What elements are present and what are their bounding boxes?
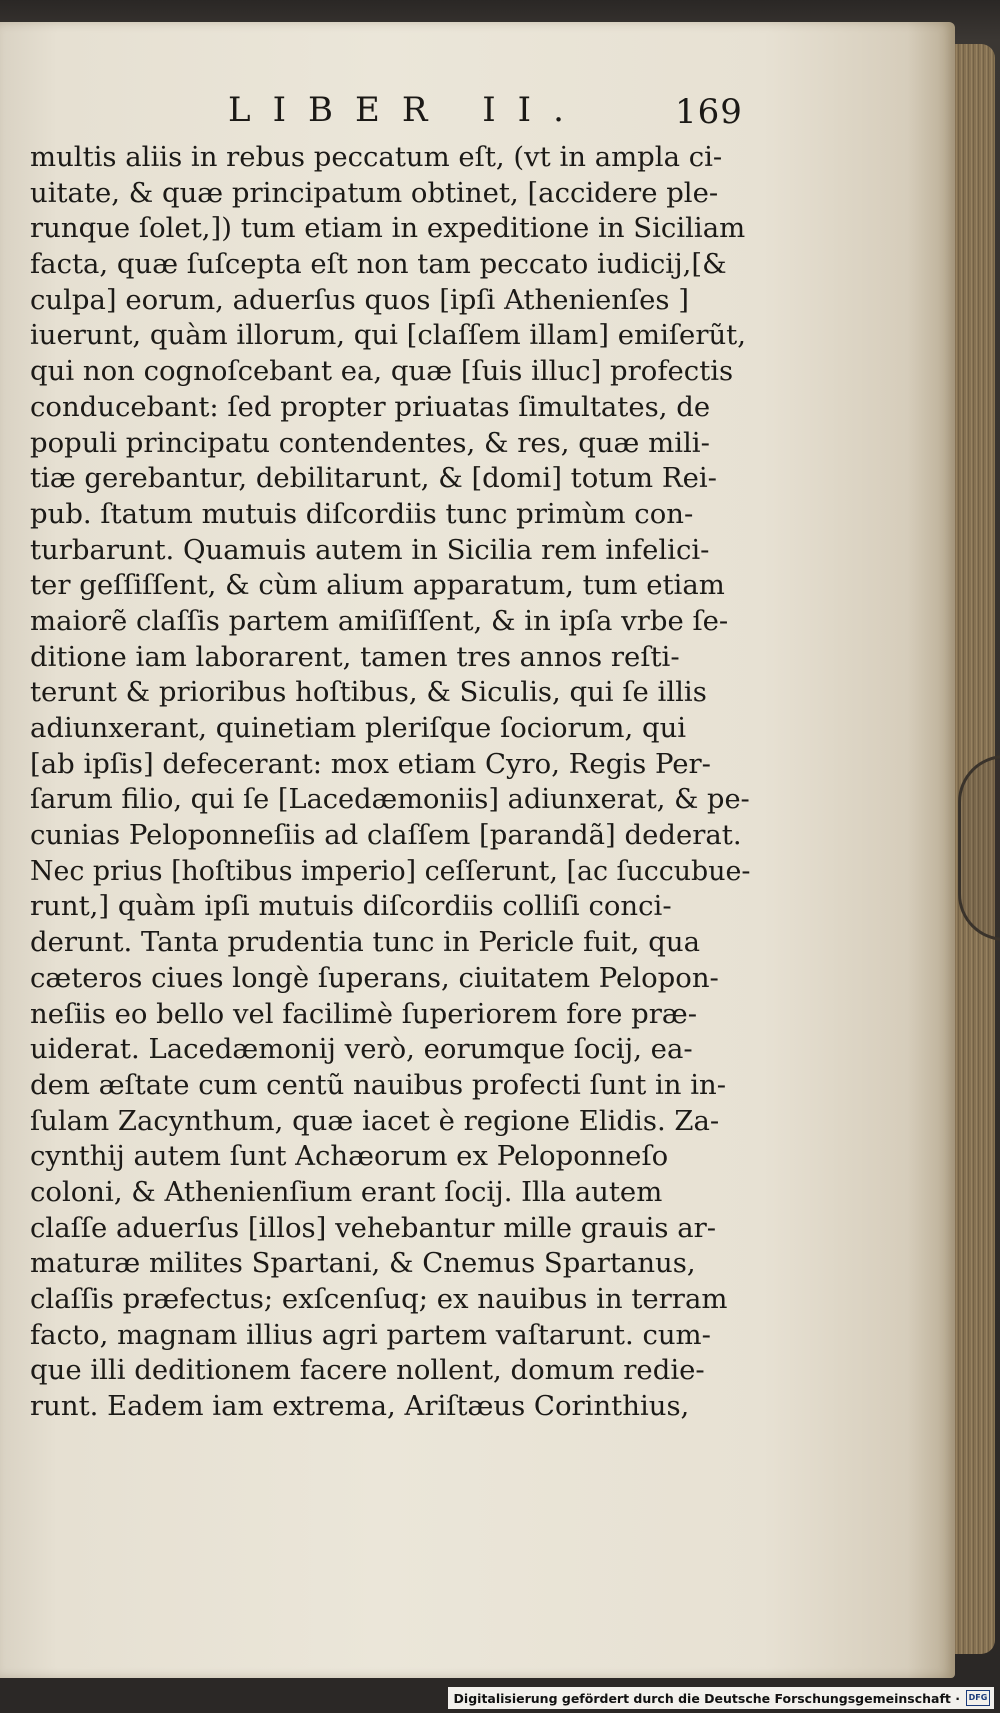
text-line: ſulam Zacynthum, quæ iacet è regione Elidis. Za- — [30, 1104, 720, 1137]
text-line: terunt & prioribus hoſtibus, & Siculis, qui ſe illis — [30, 676, 707, 709]
text-line: pub. ſtatum mutuis diſcordiis tunc primùm con- — [30, 497, 694, 530]
text-line: ter geſſiſſent, & cùm alium apparatum, tum etiam — [30, 569, 725, 602]
text-line: maturæ milites Spartani, & Cnemus Spartanus, — [30, 1247, 696, 1280]
dfg-logo: DFG — [966, 1690, 990, 1706]
digitization-credit — [448, 1687, 994, 1709]
text-line: cæteros ciues longè ſuperans, ciuitatem Pelopon- — [30, 961, 719, 994]
text-line: coloni, & Athenienſium erant ſocij. Illa autem — [30, 1175, 663, 1208]
book-clasp — [958, 755, 1000, 941]
text-line: dem æſtate cum centũ nauibus profecti ſunt in in- — [30, 1068, 727, 1101]
text-line: ſarum filio, qui ſe [Lacedæmoniis] adiunxerat, & pe- — [30, 783, 750, 816]
body-text — [30, 140, 750, 1425]
text-line: uiderat. Lacedæmonij verò, eorumque ſocij, ea- — [30, 1033, 693, 1066]
text-line: iuerunt, quàm illorum, qui [claſſem illam] emiſerũt, — [30, 319, 746, 352]
text-line: multis aliis in rebus peccatum eſt, (vt in ampla ci- — [30, 141, 723, 173]
text-line: culpa] eorum, aduerſus quos [ipſi Athenienſes ] — [30, 283, 690, 316]
text-line: [ab ipſis] defecerant: mox etiam Cyro, Regis Per- — [30, 747, 711, 780]
text-line: facta, quæ ſuſcepta eſt non tam peccato iudicij,[& — [30, 248, 727, 281]
text-line: runque ſolet,]) tum etiam in expeditione in Siciliam — [30, 212, 746, 245]
text-line: maiorẽ claſſis partem amiſiſſent, & in ipſa vrbe ſe- — [30, 604, 729, 637]
running-head: LIBER II. — [228, 90, 586, 130]
text-line: derunt. Tanta prudentia tunc in Pericle fuit, qua — [30, 926, 701, 959]
text-line: cunias Peloponneſiis ad claſſem [parandã] dederat. — [30, 819, 742, 852]
text-line: populi principatu contendentes, & res, quæ mili- — [30, 426, 710, 459]
page-number: 169 — [675, 92, 743, 132]
text-line: Nec prius [hoſtibus imperio] ceſſerunt, [ac ſuccubue- — [30, 854, 751, 887]
text-line: tiæ gerebantur, debilitarunt, & [domi] totum Rei- — [30, 462, 717, 495]
credit-text: Digitalisierung gefördert durch die Deutsche Forschungsgemeinschaft · — [453, 1690, 960, 1706]
page-header — [0, 90, 955, 130]
text-line: runt,] quàm ipſi mutuis diſcordiis colliſi conci- — [30, 890, 672, 923]
text-line: runt. Eadem iam extrema, Ariſtæus Corinthius, — [30, 1390, 690, 1423]
text-line: ditione iam laborarent, tamen tres annos reſti- — [30, 640, 680, 673]
text-line: turbarunt. Quamuis autem in Sicilia rem infelici- — [30, 533, 710, 566]
text-line: que illi deditionem facere nollent, domum redie- — [30, 1354, 705, 1387]
text-line: facto, magnam illius agri partem vaſtarunt. cum- — [30, 1318, 711, 1351]
text-line: claſſe aduerſus [illos] vehebantur mille grauis ar- — [30, 1211, 717, 1244]
text-line: cynthij autem ſunt Achæorum ex Peloponneſo — [30, 1140, 669, 1173]
text-line: adiunxerant, quinetiam pleriſque ſociorum, qui — [30, 712, 687, 744]
text-line: qui non cognoſcebant ea, quæ [ſuis illuc] profectis — [30, 355, 734, 388]
text-line: neſiis eo bello vel facilimè ſuperiorem fore præ- — [30, 997, 698, 1030]
text-line: uitate, & quæ principatum obtinet, [accidere ple- — [30, 176, 719, 209]
text-line: claſſis præfectus; exſcenſuq; ex nauibus in terram — [30, 1283, 728, 1315]
text-line: conducebant: ſed propter priuatas ſimultates, de — [30, 390, 711, 423]
